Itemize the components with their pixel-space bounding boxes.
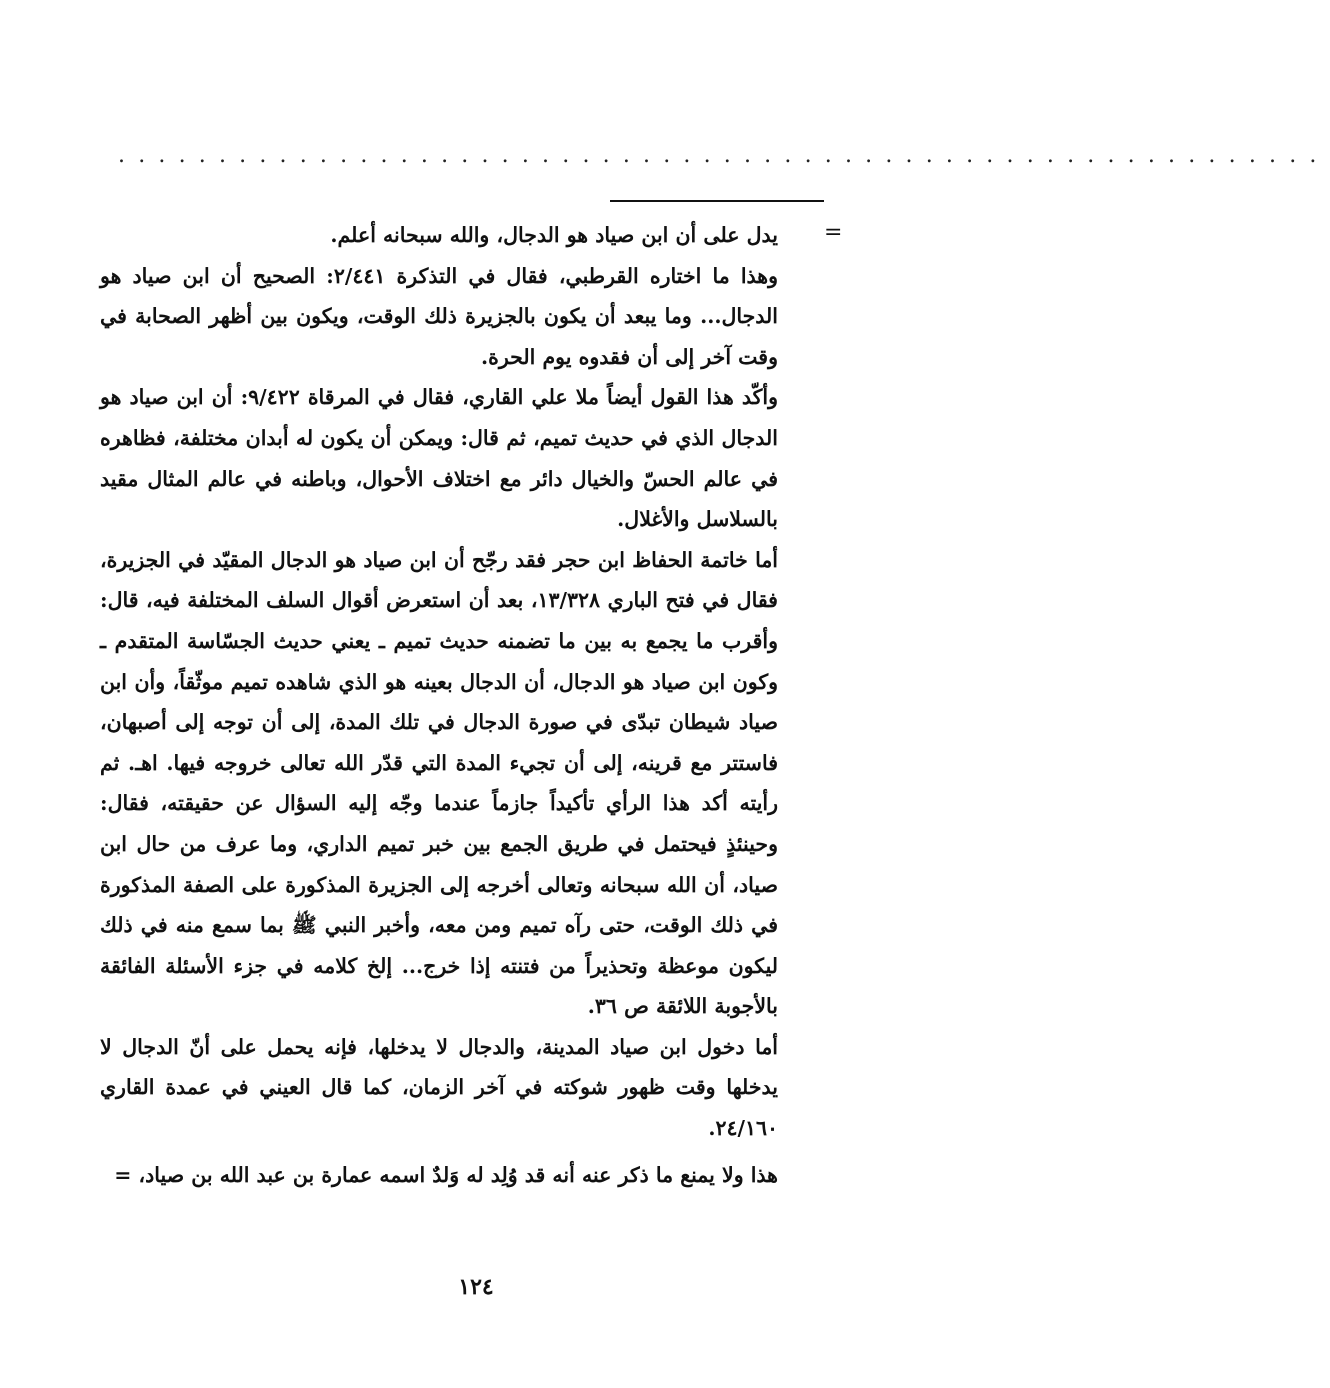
dotted-separator: ............................................................ [118, 143, 1330, 168]
paragraph: هذا ولا يمنع ما ذكر عنه أنه قد وُلِد له وَلدٌ اسمه عمارة بن عبد الله بن صياد، = [114, 1162, 778, 1187]
footnote-rule [610, 200, 824, 202]
footnote-body [100, 215, 778, 1195]
paragraph: أما دخول ابن صياد المدينة، والدجال لا يدخلها، فإنه يحمل على أنّ الدجال لا يدخلها وقت ظهور شوكته في آخر الزمان، كما قال العيني في عمدة القاري ٢٤/١٦٠. [100, 1034, 778, 1141]
continuation-marker: = [824, 220, 843, 245]
paragraph: وأكّد هذا القول أيضاً ملا علي القاري، فقال في المرقاة ٩/٤٢٢: أن ابن صياد هو الدجال الذي في حديث تميم، ثم قال: ويمكن أن يكون له أبدان مختلفة، فظاهره في عالم الحسّ والخيال دائر مع اختلاف الأحوال، وباطنه في عالم المثال مقيد بالسلاسل والأغلال. [100, 385, 778, 532]
paragraph: يدل على أن ابن صياد هو الدجال، والله سبحانه أعلم. [330, 223, 778, 247]
paragraph: وهذا ما اختاره القرطبي، فقال في التذكرة ٢/٤٤١: الصحيح أن ابن صياد هو الدجال... وما يبعد أن يكون بالجزيرة ذلك الوقت، ويكون بين أظهر الصحابة في وقت آخر إلى أن فقدوه يوم الحرة. [100, 263, 779, 369]
paragraph: أما خاتمة الحفاظ ابن حجر فقد رجّح أن ابن صياد هو الدجال المقيّد في الجزيرة، فقال في فتح الباري ١٣/٣٢٨، بعد أن استعرض أقوال السلف المختلفة فيه، قال: وأقرب ما يجمع به بين ما تضمنه حديث تميم ـ يعني حديث الجسّاسة المتقدم ـ وكون ابن صياد هو الدجال، أن الدجال بعينه هو الذي شاهده تميم موثّقاً، وأن ابن صياد شيطان تبدّى في صورة الدجال في تلك المدة، إلى أن توجه إلى أصبهان، فاستتر مع قرينه، إلى أن تجيء المدة التي قدّر الله تعالى خروجه فيها. اهـ. ثم رأيته أكد هذا الرأي تأكيداً جازماً عندما وجّه إليه السؤال عن حقيقته، فقال: وحينئذٍ فيحتمل في طريق الجمع بين خبر تميم الداري، وما عرف من حال ابن صياد، أن الله سبحانه وتعالى أخرجه إلى الجزيرة المذكورة على الصفة المذكورة في ذلك الوقت، حتى رآه تميم ومن معه، وأخبر النبي ﷺ بما سمع منه في ذلك ليكون موعظة وتحذيراً من فتنته إذا خرج... إلخ كلامه في جزء الأسئلة الفائقة بالأجوبة اللائقة ص ٣٦. [100, 547, 778, 1019]
page-number: ١٢٤ [458, 1274, 494, 1300]
